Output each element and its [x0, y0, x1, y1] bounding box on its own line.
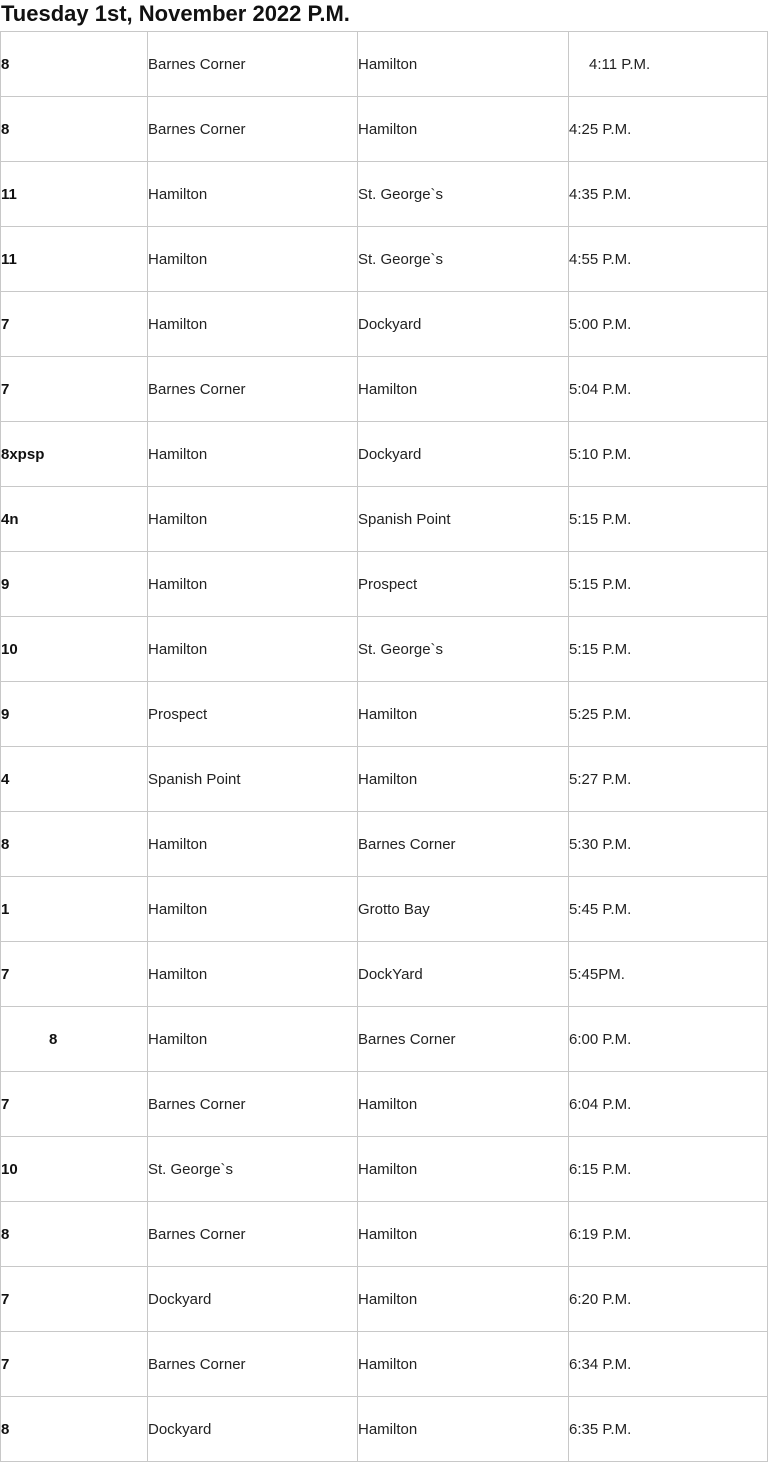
- origin-cell: Barnes Corner: [148, 1202, 358, 1267]
- departure-time-cell: 5:15 P.M.: [569, 552, 768, 617]
- origin-cell: Barnes Corner: [148, 1332, 358, 1397]
- route-number-cell: 1: [1, 877, 148, 942]
- departure-time-cell: 5:15 P.M.: [569, 617, 768, 682]
- table-row: [1, 877, 768, 942]
- table-row: [1, 1202, 768, 1267]
- table-row: [1, 97, 768, 162]
- route-number-cell: 7: [1, 357, 148, 422]
- departure-time-cell: 4:25 P.M.: [569, 97, 768, 162]
- table-row: [1, 747, 768, 812]
- table-row: [1, 1332, 768, 1397]
- route-number-cell: 7: [1, 292, 148, 357]
- table-row: [1, 1397, 768, 1462]
- page-title: Tuesday 1st, November 2022 P.M.: [1, 1, 350, 26]
- destination-cell: Barnes Corner: [358, 1007, 569, 1072]
- origin-cell: Dockyard: [148, 1267, 358, 1332]
- route-number-cell: 8: [1, 812, 148, 877]
- origin-cell: Barnes Corner: [148, 357, 358, 422]
- table-row: [1, 1267, 768, 1332]
- table-row: [1, 1072, 768, 1137]
- table-row: [1, 292, 768, 357]
- table-row: [1, 617, 768, 682]
- departure-time-cell: 6:04 P.M.: [569, 1072, 768, 1137]
- table-row: [1, 1137, 768, 1202]
- destination-cell: Grotto Bay: [358, 877, 569, 942]
- table-row: [1, 1007, 768, 1072]
- route-number-cell: 7: [1, 942, 148, 1007]
- origin-cell: Hamilton: [148, 877, 358, 942]
- bus-schedule-table: [0, 31, 768, 1462]
- destination-cell: Dockyard: [358, 422, 569, 487]
- route-number-cell: 8: [1, 1007, 148, 1072]
- origin-cell: Hamilton: [148, 812, 358, 877]
- table-row: [1, 227, 768, 292]
- destination-cell: Hamilton: [358, 1397, 569, 1462]
- origin-cell: Spanish Point: [148, 747, 358, 812]
- departure-time-cell: 5:30 P.M.: [569, 812, 768, 877]
- table-row: [1, 357, 768, 422]
- departure-time-cell: 5:04 P.M.: [569, 357, 768, 422]
- destination-cell: St. George`s: [358, 227, 569, 292]
- departure-time-cell: 5:00 P.M.: [569, 292, 768, 357]
- route-number-cell: 4: [1, 747, 148, 812]
- table-row: [1, 942, 768, 1007]
- departure-time-cell: 5:45PM.: [569, 942, 768, 1007]
- route-number-cell: 8: [1, 32, 148, 97]
- departure-time-cell: 5:10 P.M.: [569, 422, 768, 487]
- route-number-cell: 8: [1, 97, 148, 162]
- destination-cell: Hamilton: [358, 1267, 569, 1332]
- origin-cell: Prospect: [148, 682, 358, 747]
- table-row: [1, 422, 768, 487]
- departure-time-cell: 5:27 P.M.: [569, 747, 768, 812]
- destination-cell: Prospect: [358, 552, 569, 617]
- departure-time-cell: 5:25 P.M.: [569, 682, 768, 747]
- origin-cell: Dockyard: [148, 1397, 358, 1462]
- origin-cell: Hamilton: [148, 617, 358, 682]
- departure-time-cell: 5:45 P.M.: [569, 877, 768, 942]
- departure-time-cell: 6:20 P.M.: [569, 1267, 768, 1332]
- destination-cell: Spanish Point: [358, 487, 569, 552]
- route-number-cell: 9: [1, 682, 148, 747]
- departure-time-cell: 4:35 P.M.: [569, 162, 768, 227]
- departure-time-cell: 6:00 P.M.: [569, 1007, 768, 1072]
- route-number-cell: 9: [1, 552, 148, 617]
- route-number-cell: 7: [1, 1267, 148, 1332]
- departure-time-cell: 6:19 P.M.: [569, 1202, 768, 1267]
- origin-cell: Hamilton: [148, 942, 358, 1007]
- route-number-cell: 11: [1, 227, 148, 292]
- destination-cell: DockYard: [358, 942, 569, 1007]
- origin-cell: Hamilton: [148, 552, 358, 617]
- destination-cell: Hamilton: [358, 1332, 569, 1397]
- table-row: [1, 162, 768, 227]
- schedule-body: [1, 32, 768, 1462]
- table-row: [1, 487, 768, 552]
- destination-cell: St. George`s: [358, 162, 569, 227]
- departure-time-cell: 4:55 P.M.: [569, 227, 768, 292]
- destination-cell: Barnes Corner: [358, 812, 569, 877]
- route-number-cell: 10: [1, 617, 148, 682]
- origin-cell: Hamilton: [148, 1007, 358, 1072]
- table-row: [1, 812, 768, 877]
- route-number-cell: 7: [1, 1072, 148, 1137]
- departure-time-cell: 6:35 P.M.: [569, 1397, 768, 1462]
- origin-cell: Hamilton: [148, 227, 358, 292]
- destination-cell: Hamilton: [358, 357, 569, 422]
- departure-time-cell: 6:34 P.M.: [569, 1332, 768, 1397]
- origin-cell: Hamilton: [148, 422, 358, 487]
- origin-cell: Hamilton: [148, 487, 358, 552]
- departure-time-cell: 4:11 P.M.: [569, 32, 768, 97]
- origin-cell: Barnes Corner: [148, 97, 358, 162]
- origin-cell: Barnes Corner: [148, 32, 358, 97]
- route-number-cell: 8: [1, 1202, 148, 1267]
- destination-cell: Hamilton: [358, 1202, 569, 1267]
- table-row: [1, 32, 768, 97]
- destination-cell: Hamilton: [358, 97, 569, 162]
- destination-cell: Hamilton: [358, 1137, 569, 1202]
- destination-cell: Hamilton: [358, 747, 569, 812]
- route-number-cell: 8: [1, 1397, 148, 1462]
- departure-time-cell: 6:15 P.M.: [569, 1137, 768, 1202]
- table-row: [1, 682, 768, 747]
- route-number-cell: 8xpsp: [1, 422, 148, 487]
- destination-cell: Dockyard: [358, 292, 569, 357]
- table-row: [1, 552, 768, 617]
- route-number-cell: 10: [1, 1137, 148, 1202]
- origin-cell: St. George`s: [148, 1137, 358, 1202]
- destination-cell: Hamilton: [358, 682, 569, 747]
- origin-cell: Barnes Corner: [148, 1072, 358, 1137]
- route-number-cell: 7: [1, 1332, 148, 1397]
- departure-time-cell: 5:15 P.M.: [569, 487, 768, 552]
- destination-cell: Hamilton: [358, 1072, 569, 1137]
- origin-cell: Hamilton: [148, 162, 358, 227]
- route-number-cell: 11: [1, 162, 148, 227]
- destination-cell: Hamilton: [358, 32, 569, 97]
- destination-cell: St. George`s: [358, 617, 569, 682]
- origin-cell: Hamilton: [148, 292, 358, 357]
- route-number-cell: 4n: [1, 487, 148, 552]
